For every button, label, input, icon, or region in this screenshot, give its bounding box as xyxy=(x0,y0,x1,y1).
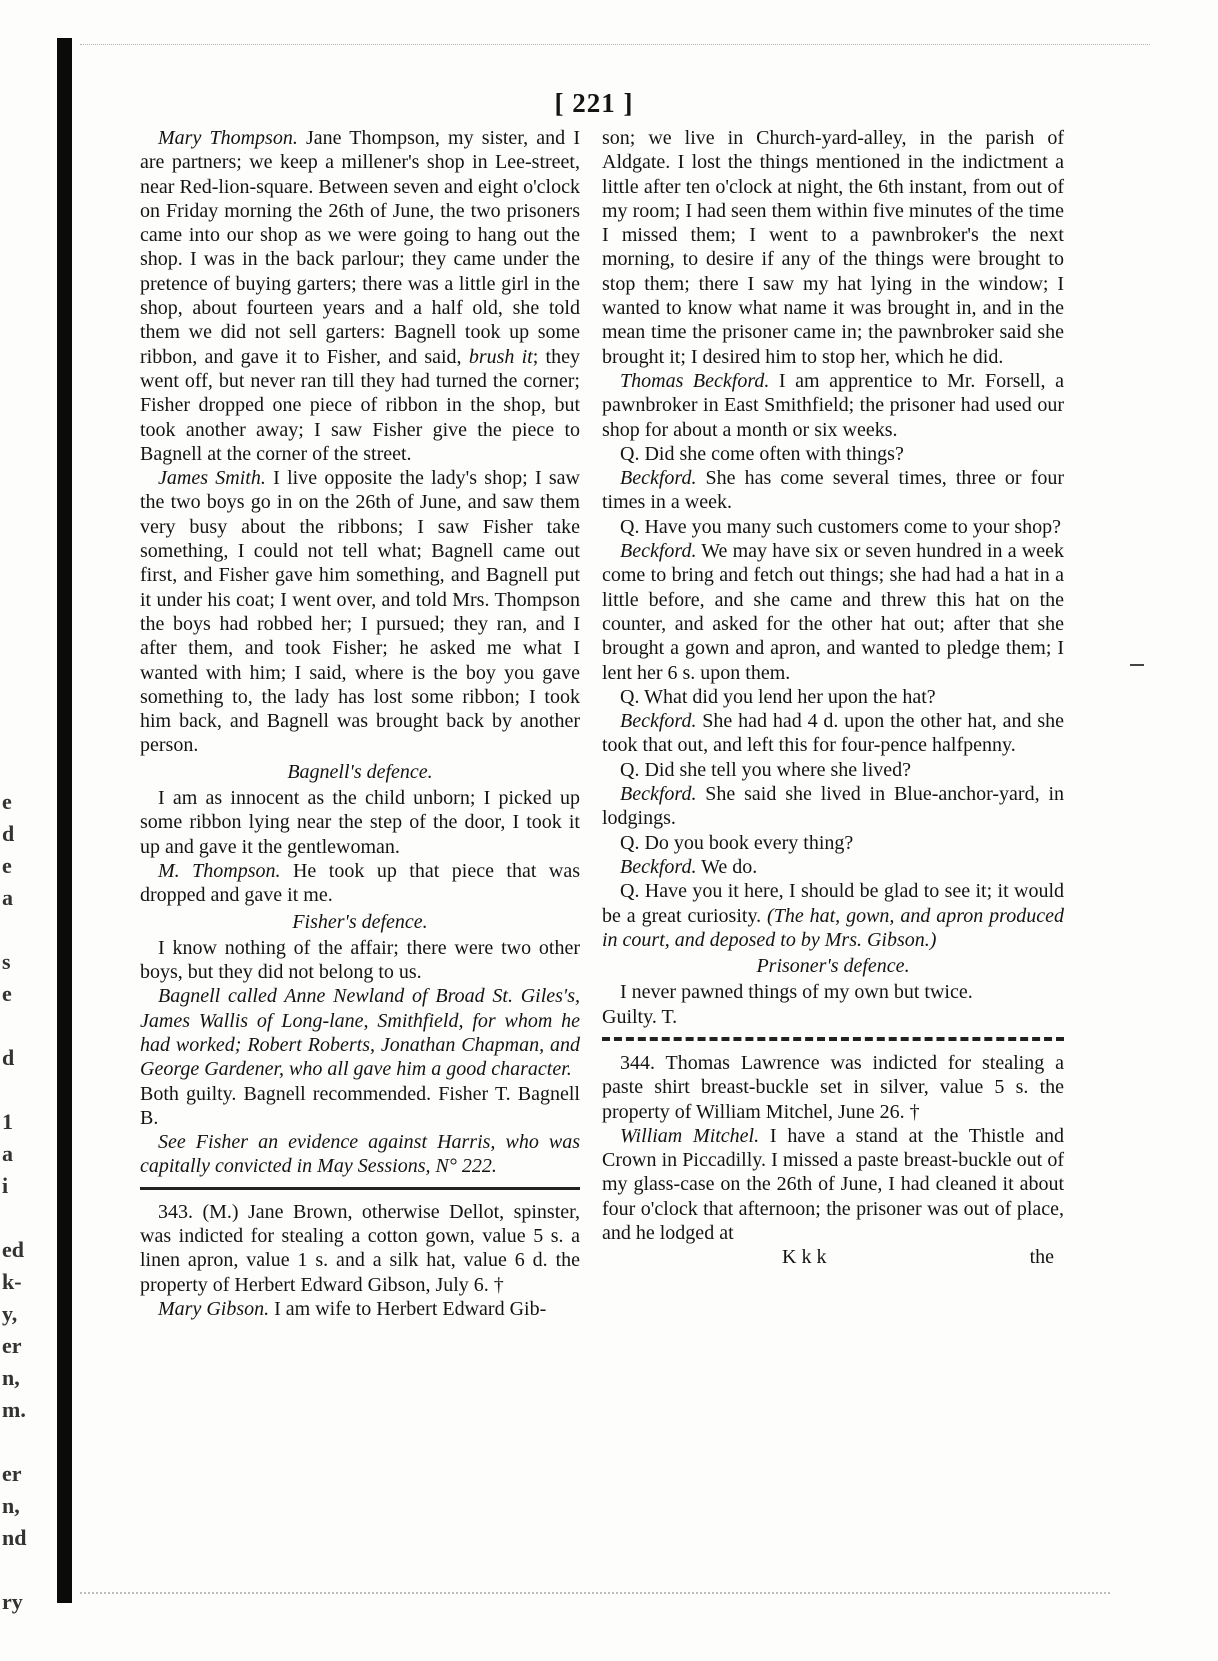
answer-2: Beckford. We may have six or seven hundred in a week come to bring and fetch out things; she had had a hat in a little before, and she came and threw this hat on the counter, and asked for the other hat out; after that she brought a gown and apron, and wanted to pledge them; I lent her 6 s. upon them. xyxy=(602,540,1064,684)
margin-fragment: e xyxy=(2,853,12,878)
testimony-james-smith: James Smith. I live opposite the lady's shop; I saw the two boys go in on the 26th of June, and saw them very busy about the ribbons; I saw Fisher take something, I could not tell what; Bagnell came out first, and Fisher gave him something, and Bagnell put it under his coat; I went over, and told Mrs. Thompson the boys had robbed her; I pursued; they ran, and I after them, and took Fisher; he asked me what I wanted with him; I said, where is the boy you gave something to, the lady has lost some ribbon; I took him back, and Bagnell was brought back by another person. xyxy=(140,467,580,757)
margin-fragment: nd xyxy=(2,1525,27,1550)
testimony-m-thompson: M. Thompson. He took up that piece that was dropped and gave it me. xyxy=(140,859,580,907)
character-witnesses: Bagnell called Anne Newland of Broad St. Giles's, James Wallis of Long-lane, Smithfield, for whom he had worked; Robert Roberts, Jonathan Chapman, and George Gardener, who all gave him a good character. xyxy=(140,985,580,1081)
margin-fragment: e xyxy=(2,789,12,814)
margin-fragment: a xyxy=(2,1141,13,1166)
verdict-bagnell-fisher: Both guilty. Bagnell recommended. Fisher T. Bagnell B. xyxy=(140,1082,580,1129)
margin-fragment: n, xyxy=(2,1493,20,1518)
verdict-brown: Guilty. T. xyxy=(602,1005,678,1028)
margin-fragment: s xyxy=(2,949,11,974)
question-3: Q. What did you lend her upon the hat? xyxy=(620,685,936,708)
question-2: Q. Have you many such customers come to your shop? xyxy=(620,515,1062,538)
scan-speckle-top xyxy=(80,44,1150,47)
margin-fragment xyxy=(2,914,32,946)
testimony-mary-gibson: Mary Gibson. I am wife to Herbert Edward Gib- xyxy=(158,1297,547,1320)
margin-fragment: n, xyxy=(2,1365,20,1390)
answer-5: Beckford. We do. xyxy=(620,855,758,878)
margin-fragment: m. xyxy=(2,1397,26,1422)
left-column xyxy=(140,126,580,1321)
page-footer xyxy=(602,1245,1064,1269)
signature-mark: K k k xyxy=(782,1246,827,1269)
margin-fragment: ed xyxy=(2,1237,24,1262)
margin-fragment xyxy=(2,1010,32,1042)
margin-fragment xyxy=(2,1202,32,1234)
previous-page-margin-fragments xyxy=(2,786,32,1618)
case-343-heading: 343. (M.) Jane Brown, otherwise Dellot, spinster, was indicted for stealing a cotton gown, value 5 s. a linen apron, value 1 s. and a silk hat, value 6 d. the property of Herbert Edward Gibson, July 6. † xyxy=(140,1200,580,1296)
margin-fragment xyxy=(2,1074,32,1106)
testimony-thomas-beckford: Thomas Beckford. I am apprentice to Mr. Forsell, a pawnbroker in East Smithfield; the prisoner had used our shop for about a month or six weeks. xyxy=(602,369,1064,441)
testimony-william-mitchel: William Mitchel. I have a stand at the Thistle and Crown in Piccadilly. I missed a paste breast-buckle out of my glass-case on the 26th of June, I had cleaned it about four o'clock that afternoon; the prisoner was out of place, and he lodged at xyxy=(602,1124,1065,1245)
question-1: Q. Did she come often with things? xyxy=(620,442,904,465)
prisoner-defence-text: I never pawned things of my own but twice. xyxy=(620,981,973,1004)
question-6: Q. Have you it here, I should be glad to see it; it would be a great curiosity. (The hat, gown, and apron produced in court, and deposed to by Mrs. Gibson.) xyxy=(602,880,1064,951)
margin-fragment: y, xyxy=(2,1301,18,1326)
right-column xyxy=(602,126,1064,1270)
section-rule xyxy=(602,1037,1064,1041)
margin-fragment: ry xyxy=(2,1589,23,1614)
margin-fragment: d xyxy=(2,821,15,846)
catchword: the xyxy=(1029,1246,1054,1269)
testimony-mary-thompson: Mary Thompson. Jane Thompson, my sister, and I are partners; we keep a millener's shop in Lee-street, near Red-lion-square. Between seven and eight o'clock on Friday morning the 26th of June, the two prisoners came into our shop as we were going to hang out the shop. I was in the back parlour; they came under the pretence of buying garters; there was a little girl in the shop, about fourteen years and a half old, she told them we did not sell garters: Bagnell took up some ribbon, and gave it to Fisher, and said, brush it; they went off, but never ran till they had turned the corner; Fisher dropped one piece of ribbon in the shop, but took another away; I saw Fisher give the piece to Bagnell at the corner of the street. xyxy=(140,127,580,465)
margin-fragment: er xyxy=(2,1461,22,1486)
see-note: See Fisher an evidence against Harris, who was capitally convicted in May Sessions, N° 222. xyxy=(140,1131,580,1178)
page-binding-edge xyxy=(57,38,72,1603)
margin-fragment xyxy=(2,1554,32,1586)
question-5: Q. Do you book every thing? xyxy=(620,831,854,854)
bagnell-defence-heading: Bagnell's defence. xyxy=(287,760,433,783)
margin-fragment: d xyxy=(2,1045,15,1070)
margin-fragment: i xyxy=(2,1173,9,1198)
margin-fragment: e xyxy=(2,981,12,1006)
fisher-defence-heading: Fisher's defence. xyxy=(292,910,428,933)
prisoner-defence-heading: Prisoner's defence. xyxy=(756,955,910,978)
question-4: Q. Did she tell you where she lived? xyxy=(620,758,912,781)
answer-3: Beckford. She had had 4 d. upon the other hat, and she took that out, and left this for four-pence halfpenny. xyxy=(602,710,1064,757)
fisher-defence-text: I know nothing of the affair; there were two other boys, but they did not belong to us. xyxy=(140,936,580,984)
answer-4: Beckford. She said she lived in Blue-anchor-yard, in lodgings. xyxy=(602,783,1064,830)
page-number: [ 221 ] xyxy=(554,88,634,118)
bagnell-defence-text: I am as innocent as the child unborn; I picked up some ribbon lying near the step of the door, I took it up and gave it the gentlewoman. xyxy=(140,787,580,858)
margin-fragment: k- xyxy=(2,1269,22,1294)
margin-fragment: er xyxy=(2,1333,22,1358)
testimony-mary-gibson-continued: son; we live in Church-yard-alley, in the parish of Aldgate. I lost the things mentioned in the indictment a little after ten o'clock at night, the 6th instant, from out of my room; I had seen them within five minutes of the time I missed them; I went to a pawnbroker's the next morning, to desire if any of the things were brought to stop them; there I saw my hat lying in the window; I wanted to know what name it was brought in, and in the mean time the prisoner came in; the pawnbroker said she brought it; I desired him to stop her, which he did. xyxy=(602,127,1064,368)
margin-fragment: 1 xyxy=(2,1109,13,1134)
margin-fragment xyxy=(2,1426,32,1458)
margin-mark xyxy=(1130,664,1144,666)
case-344-heading: 344. Thomas Lawrence was indicted for stealing a paste shirt breast-buckle set in silver, value 5 s. the property of William Mitchel, June 26. † xyxy=(602,1051,1064,1123)
margin-fragment: a xyxy=(2,885,13,910)
speaker-name: James Smith. xyxy=(158,467,266,490)
answer-1: Beckford. She has come several times, three or four times in a week. xyxy=(602,467,1064,514)
scan-speckle-bottom xyxy=(80,1592,1110,1596)
speaker-name: Mary Thompson. xyxy=(158,127,298,149)
section-rule xyxy=(140,1187,580,1190)
